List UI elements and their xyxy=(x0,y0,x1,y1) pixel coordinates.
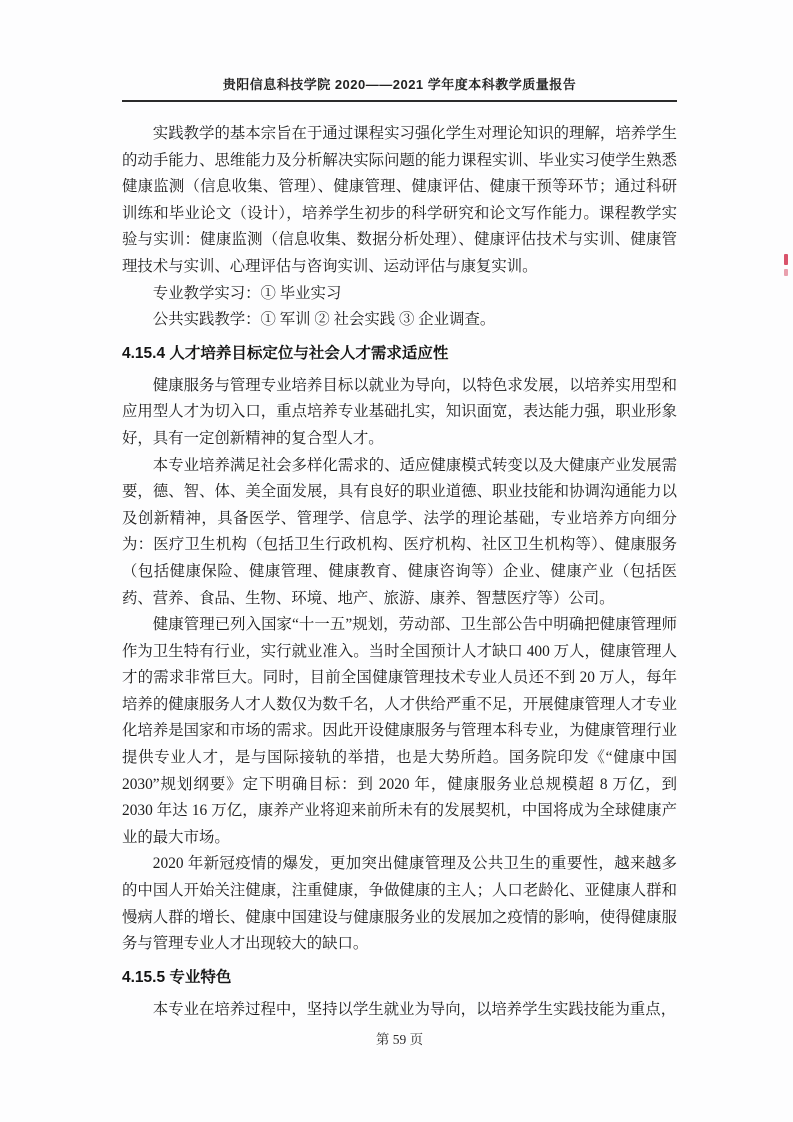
paragraph-training-directions: 本专业培养满足社会多样化需求的、适应健康模式转变以及大健康产业发展需要，德、智、体、美全面发展，具有良好的职业道德、职业技能和协调沟通能力以及创新精神，具备医学、管理学、信息学、法学的理论基础，专业培养方向细分为：医疗卫生机构（包括卫生行政机构、医疗机构、社区卫生机构等）、健康服务（包括健康保险、健康管理、健康教育、健康咨询等）企业、健康产业（包括医药、营养、食品、生物、环境、地产、旅游、康养、智慧医疗等）公司。 xyxy=(122,456,677,607)
page-number: 第 59 页 xyxy=(375,1032,424,1047)
paragraph-practice-teaching: 实践教学的基本宗旨在于通过课程实习强化学生对理论知识的理解，培养学生的动手能力、思维能力及分析解决实际问题的能力课程实训、毕业实习使学生熟悉健康监测（信息收集、管理）、健康管理、健康评估、健康干预等环节；通过科研训练和毕业论文（设计），培养学生初步的科学研究和论文写作能力。课程教学实验与实训：健康监测（信息收集、数据分析处理）、健康评估技术与实训、健康管理技术与实训、心理评估与咨询实训、运动评估与康复实训。 xyxy=(122,125,677,275)
paragraph-covid-impact: 2020 年新冠疫情的爆发，更加突出健康管理及公共卫生的重要性，越来越多的中国人开始关注健康，注重健康，争做健康的主人；人口老龄化、亚健康人群和慢病人群的增长、健康中国建设与健康服务业的发展加之疫情的影响，使得健康服务与管理专业人才出现较大的缺口。 xyxy=(122,855,677,953)
document-header-title: 贵阳信息科技学院 2020——2021 学年度本科教学质量报告 xyxy=(222,77,577,92)
scan-artifact-red-mark xyxy=(784,269,788,276)
paragraph-health-management-demand: 健康管理已列入国家“十一五”规划，劳动部、卫生部公告中明确把健康管理师作为卫生特有行业，实行就业准入。当时全国预计人才缺口 400 万人，健康管理人才的需求非常巨大。同时，目前全国健康管理技术专业人员还不到 20 万人，每年培养的健康服务人才人数仅为数千名，人才供给严重不足，开展健康管理人才专业化培养是国家和市场的需求。因此开设健康服务与管理本科专业，为健康管理行业提供专业人才，是与国际接轨的举措，也是大势所趋。国务院印发《“健康中国 2030”规划纲要》定下明确目标：到 2020 年，健康服务业总规模超 8 万亿，到 2030 年达 16 万亿，康养产业将迎来前所未有的发展契机，中国将成为全球健康产业的最大市场。 xyxy=(122,616,677,846)
document-header xyxy=(122,0,677,102)
header-rule xyxy=(122,100,677,102)
document-body xyxy=(122,121,677,1023)
line-public-practice: 公共实践教学：① 军训 ② 社会实践 ③ 企业调查。 xyxy=(152,311,496,329)
paragraph-training-goal: 健康服务与管理专业培养目标以就业为导向，以特色求发展，以培养实用型和应用型人才为切入口，重点培养专业基础扎实，知识面宽，表达能力强，职业形象好，具有一定创新精神的复合型人才。 xyxy=(122,376,677,447)
paragraph-specialty-features: 本专业在培养过程中，坚持以学生就业为导向，以培养学生实践技能为重点， xyxy=(152,1000,677,1018)
scan-artifact-red-mark xyxy=(784,254,788,265)
line-professional-internship: 专业教学实习：① 毕业实习 xyxy=(152,284,342,302)
section-heading-4-15-4: 4.15.4 人才培养目标定位与社会人才需求适应性 xyxy=(122,344,449,362)
section-heading-4-15-5: 4.15.5 专业特色 xyxy=(122,968,232,986)
